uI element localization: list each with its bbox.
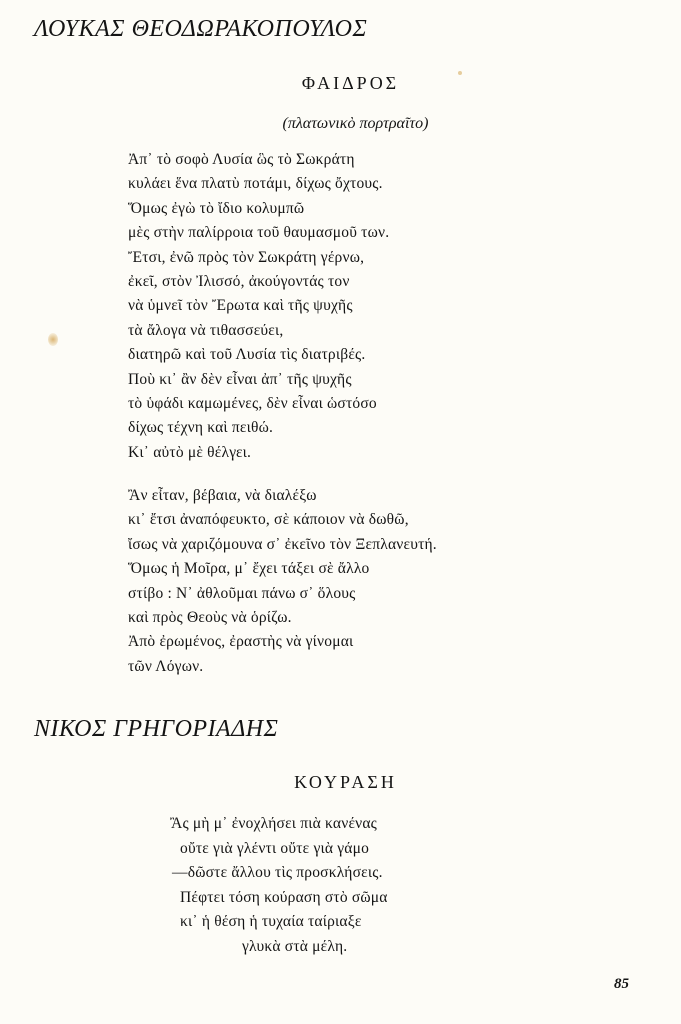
poem-line: ἴσως νὰ χαριζόμουνα σ᾽ ἐκεῖνο τὸν Ξεπλανευτή. [128,535,437,553]
poem-line: νὰ ὑμνεῖ τὸν Ἔρωτα καὶ τῆς ψυχῆς [128,297,353,315]
page-number: 85 [614,976,629,992]
poem-line: τὰ ἄλογα νὰ τιθασσεύει, [128,321,284,339]
poem-line: διατηρῶ καὶ τοῦ Λυσία τὶς διατριβές. [128,346,366,364]
author-name: ΛΟΥΚΑΣ ΘΕΟΔΩΡΑΚΟΠΟΥΛΟΣ [34,16,368,42]
paper-stain [48,333,58,346]
poem-line: καὶ πρὸς Θεοὺς νὰ ὁρίζω. [128,608,292,626]
stanza [128,484,437,679]
poem-line: —δῶστε ἄλλου τὶς προσκλήσεις. [172,864,383,882]
stanza [170,812,388,960]
poem-line: Κι᾽ αὐτὸ μὲ θέλγει. [128,443,252,461]
author-name: ΝΙΚΟΣ ΓΡΗΓΟΡΙΑΔΗΣ [34,716,279,742]
poem-title: ΦΑΙΔΡΟΣ [301,73,400,93]
poem-line: κι᾽ ἔτσι ἀναπόφευκτο, σὲ κάποιον νὰ δωθῶ, [128,511,409,529]
poem-line: τὸ ὑφάδι καμωμένες, δὲν εἶναι ὡστόσο [128,394,377,412]
poem-line: τῶν Λόγων. [128,657,204,675]
poem-line: Πέφτει τόση κούραση στὸ σῶμα [180,888,388,906]
poem-line: δίχως τέχνη καὶ πειθώ. [128,419,274,437]
poem-subtitle: (πλατωνικὸ πορτραῖτο) [282,115,429,132]
poem-line: στίβο : Ν᾽ ἀθλοῦμαι πάνω σ᾽ ὅλους [128,584,356,602]
stanza [128,148,389,465]
poem-line: Ἀπὸ ἐρωμένος, ἐραστὴς νὰ γίνομαι [128,633,354,651]
poem-line: Ἂς μὴ μ᾽ ἐνοχλήσει πιὰ κανένας [170,815,378,832]
poem-line: Ὅμως ἐγὼ τὸ ἴδιο κολυμπῶ [128,199,305,217]
poem-line: Ἀπ᾽ τὸ σοφὸ Λυσία ὣς τὸ Σωκράτη [128,151,355,168]
poem-line: οὔτε γιὰ γλέντι οὔτε γιὰ γάμο [180,839,370,857]
poem-line: Ἂν εἶταν, βέβαια, νὰ διαλέξω [128,487,317,504]
poem-title: ΚΟΥΡΑΣΗ [294,772,397,792]
poem-line: ἐκεῖ, στὸν Ἰλισσό, ἀκούγοντάς τον [128,272,350,290]
poem-line: κι᾽ ἡ θέση ἡ τυχαία ταίριαξε [180,913,362,931]
poem-line: Ἔτσι, ἐνῶ πρὸς τὸν Σωκράτη γέρνω, [128,248,365,266]
poem-line: μὲς στὴν παλίρροια τοῦ θαυμασμοῦ των. [128,224,390,242]
poem-line: γλυκὰ στὰ μέλη. [242,937,348,955]
poem-line: Ποὺ κι᾽ ἂν δὲν εἶναι ἀπ᾽ τῆς ψυχῆς [128,370,352,388]
poem-line: Ὅμως ἡ Μοῖρα, μ᾽ ἔχει τάξει σὲ ἄλλο [128,560,370,578]
poem-line: κυλάει ἕνα πλατὺ ποτάμι, δίχως ὄχτους. [128,175,383,193]
